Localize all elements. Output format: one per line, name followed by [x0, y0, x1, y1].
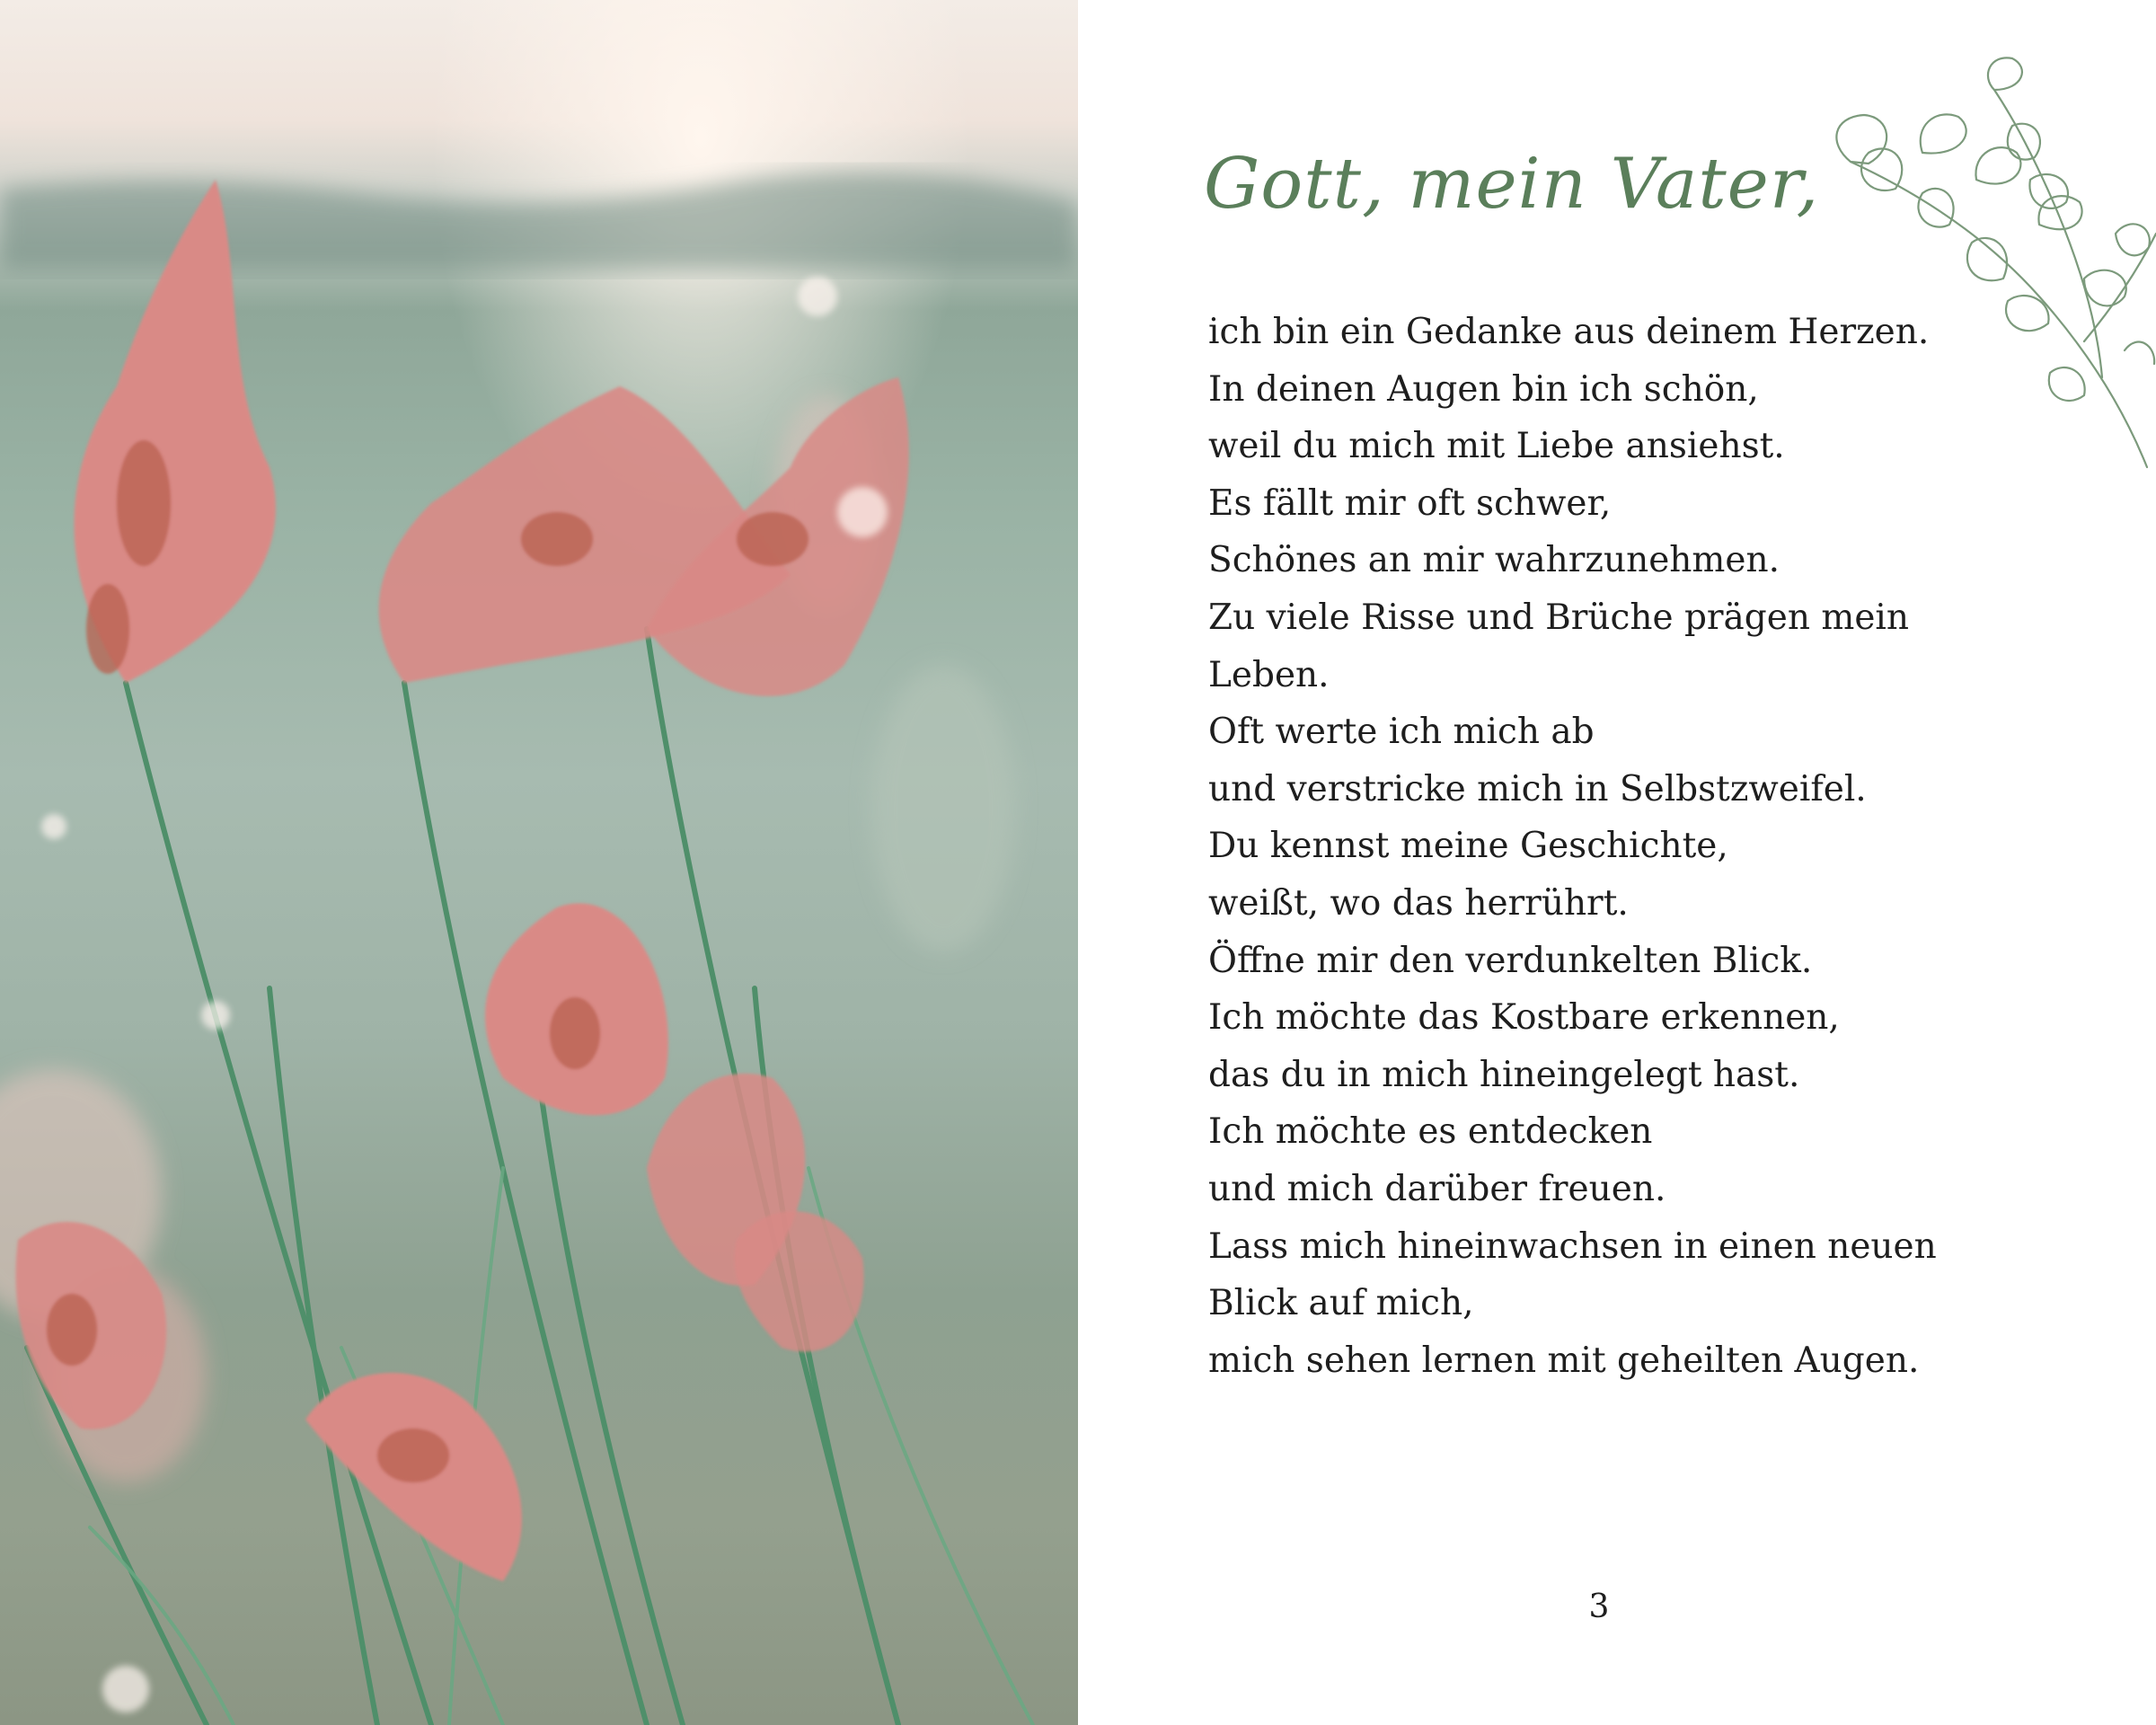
prayer-line: Ich möchte es entdecken [1208, 1111, 1653, 1153]
prayer-line: In deinen Augen bin ich schön, [1208, 368, 1759, 410]
prayer-line: Lass mich hineinwachsen in einen neuen [1208, 1225, 1937, 1267]
prayer-line: weil du mich mit Liebe ansiehst. [1208, 426, 1785, 467]
prayer-line: Leben. [1208, 654, 1330, 695]
prayer-line: ich bin ein Gedanke aus deinem Herzen. [1208, 312, 1930, 352]
page-number: 3 [1588, 1588, 1610, 1625]
prayer-line: Zu viele Risse und Brüche prägen mein [1208, 597, 1910, 638]
prayer-line: weißt, wo das herrührt. [1208, 882, 1629, 924]
prayer-heading: Gott, mein Vater, [1204, 144, 1820, 225]
prayer-line: Du kennst meine Geschichte, [1208, 826, 1728, 867]
prayer-line: das du in mich hineingelegt hast. [1208, 1054, 1800, 1095]
prayer-line: mich sehen lernen mit geheilten Augen. [1208, 1340, 1920, 1381]
prayer-line: und verstricke mich in Selbstzweifel. [1208, 768, 1867, 809]
prayer-line: Es fällt mir oft schwer, [1208, 482, 1612, 524]
prayer-line: Schönes an mir wahrzunehmen. [1208, 540, 1780, 581]
prayer-line: Ich möchte das Kostbare erkennen, [1208, 997, 1840, 1039]
eucalyptus-icon [1815, 54, 2156, 476]
prayer-line: und mich darüber freuen. [1208, 1168, 1666, 1209]
prayer-line: Oft werte ich mich ab [1208, 712, 1595, 753]
prayer-line: Öffne mir den verdunkelten Blick. [1208, 940, 1813, 981]
prayer-line: Blick auf mich, [1208, 1283, 1474, 1324]
